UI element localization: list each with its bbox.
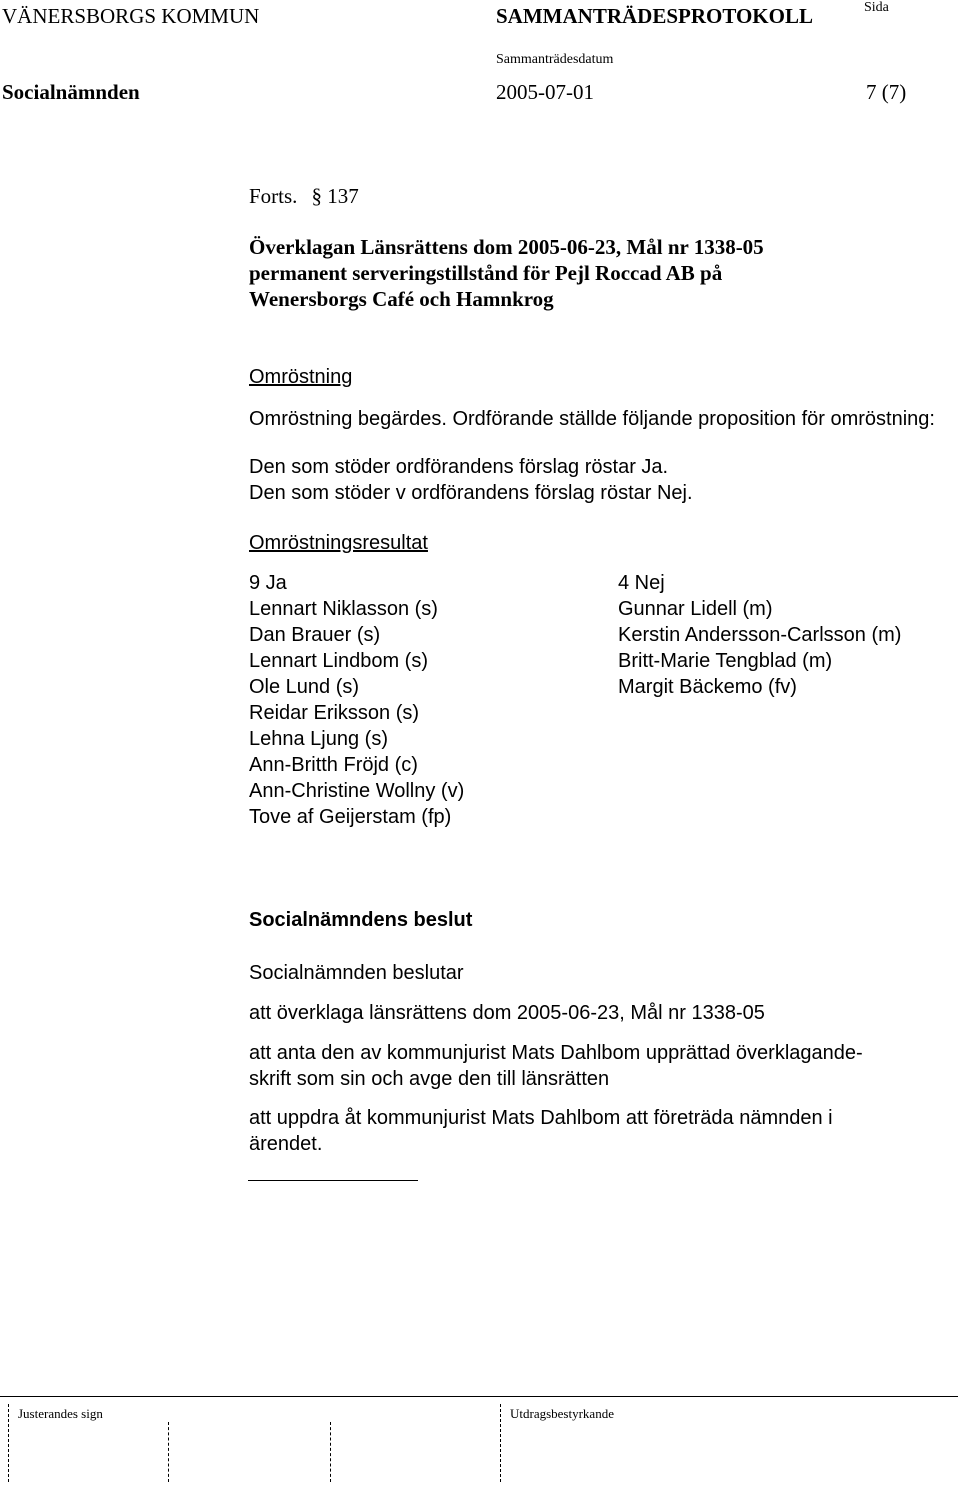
signature-box-divider [168,1422,169,1482]
vote-line-yes: Den som stöder ordförandens förslag röstar Ja. [249,456,669,478]
vote-request [249,408,935,431]
yes-voter: Reidar Eriksson (s) [249,702,420,724]
extract-label: Utdragsbestyrkande [510,1406,614,1421]
decision-item-3-line: ärendet. [249,1133,323,1155]
forts-label: Forts. [249,184,298,208]
document-type: SAMMANTRÄDESPROTOKOLL [496,4,813,28]
result-subheading: Omröstningsresultat [249,532,428,554]
page-number: 7 (7) [866,80,907,104]
vote-proposition-text: Ordförande ställde följande proposition för omröstning: [452,408,935,430]
yes-voter: Dan Brauer (s) [249,624,381,646]
organization-name: VÄNERSBORGS KOMMUN [2,4,260,28]
decision-item-3 [249,1105,833,1157]
no-header: 4 Nej [618,572,665,594]
no-voter: Kerstin Andersson-Carlsson (m) [618,624,902,646]
signature-label: Justerandes sign [18,1406,103,1421]
yes-voter: Ann-Britth Fröjd (c) [249,754,418,776]
heading-line: permanent serveringstillstånd för Pejl Roccad AB på [249,261,723,285]
signature-box-divider [330,1422,331,1482]
yes-voter: Lennart Lindbom (s) [249,650,428,672]
no-voter: Margit Bäckemo (fv) [618,676,797,698]
end-rule [248,1180,418,1181]
no-votes-column [618,570,901,700]
vote-requested-text: Omröstning begärdes. [249,408,447,430]
section-number: § 137 [311,184,359,208]
decision-intro: Socialnämnden beslutar [249,962,464,984]
decision-item-2 [249,1040,863,1092]
yes-voter: Lennart Niklasson (s) [249,598,438,620]
item-heading [249,234,764,312]
no-voter: Gunnar Lidell (m) [618,598,773,620]
signature-box-divider [8,1404,9,1482]
continuation-line [249,184,359,209]
heading-line: Överklagan Länsrättens dom 2005-06-23, Mål nr 1338-05 [249,235,764,259]
yes-voter: Lehna Ljung (s) [249,728,388,750]
yes-voter: Tove af Geijerstam (fp) [249,806,452,828]
committee-name: Socialnämnden [2,80,140,104]
page-label: Sida [864,0,889,15]
date-label: Sammanträdesdatum [496,52,614,67]
footer-rule [0,1396,958,1397]
heading-line: Wenersborgs Café och Hamnkrog [249,287,554,311]
no-voter: Britt-Marie Tengblad (m) [618,650,833,672]
decision-item-2-line: skrift som sin och avge den till länsrätten [249,1068,610,1090]
signature-box-divider [500,1404,501,1482]
meeting-date: 2005-07-01 [496,80,594,104]
decision-item-3-line: att uppdra åt kommunjurist Mats Dahlbom att företräda nämnden i [249,1107,833,1129]
decision-heading: Socialnämndens beslut [249,909,473,931]
vote-line-no: Den som stöder v ordförandens förslag röstar Nej. [249,482,693,504]
yes-voter: Ann-Christine Wollny (v) [249,780,465,802]
decision-item-2-line: att anta den av kommunjurist Mats Dahlbom upprättad överklagande- [249,1042,863,1064]
yes-header: 9 Ja [249,572,287,594]
decision-item-1: att överklaga länsrättens dom 2005-06-23, Mål nr 1338-05 [249,1002,765,1024]
vote-subheading: Omröstning [249,366,353,388]
yes-voter: Ole Lund (s) [249,676,360,698]
yes-votes-column [249,570,464,830]
